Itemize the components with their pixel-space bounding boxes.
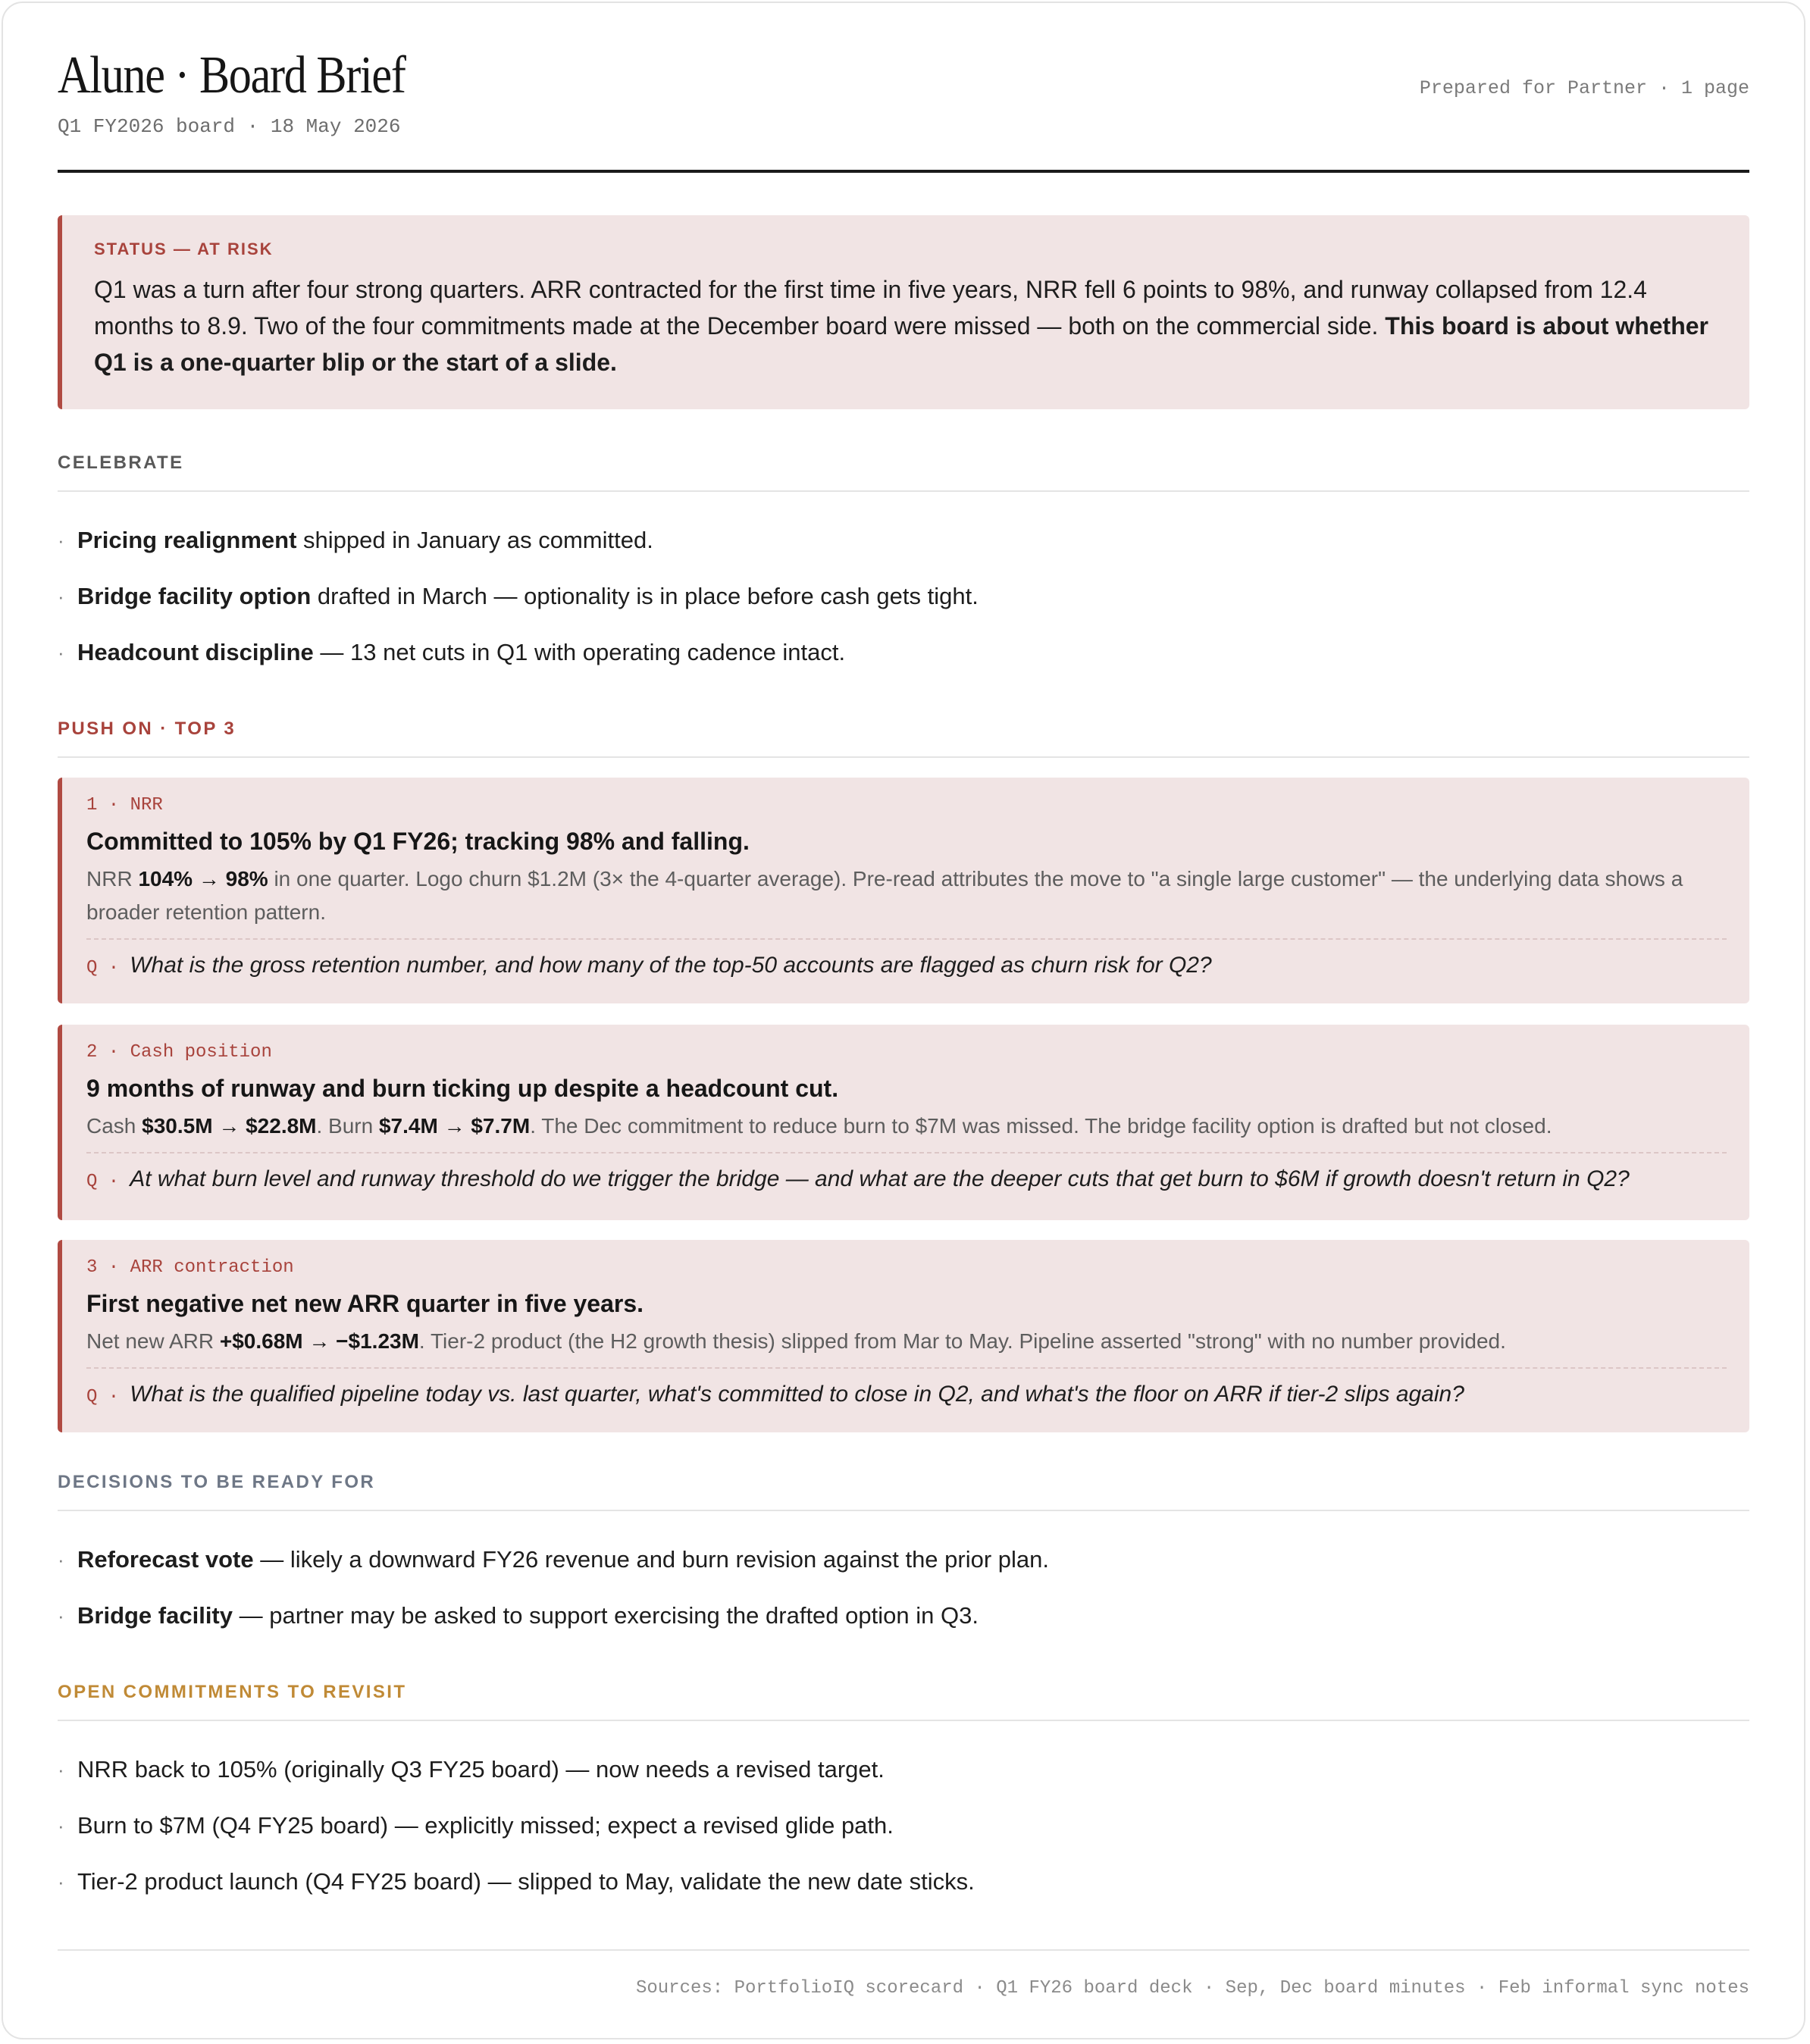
push-card-body-text: Cash: [86, 1114, 142, 1138]
page-content: [58, 3, 1749, 1999]
push-card-question: [86, 1367, 1727, 1413]
push-card: [58, 1025, 1749, 1220]
push-card-metric: $30.5M → $22.8M: [142, 1114, 317, 1138]
push-card-headline: Committed to 105% by Q1 FY26; tracking 98% and falling.: [86, 828, 750, 855]
push-card: [58, 778, 1749, 1003]
bullet-dot: ·: [58, 1548, 64, 1571]
push-card-body-text: . Tier-2 product (the H2 growth thesis) slipped from Mar to May. Pipeline asserted "strong" with no number provided.: [418, 1329, 1506, 1353]
bullet-dot: ·: [58, 641, 64, 664]
push-card-metric: 104% → 98%: [138, 867, 268, 891]
question-text: At what burn level and runway threshold do we trigger the bridge — and what are the deeper cuts that get burn to $6M if growth doesn't return in Q2?: [130, 1166, 1630, 1191]
push-card-question: [86, 1152, 1727, 1197]
bullet-dot: ·: [58, 1870, 64, 1893]
list-item-text: shipped in January as committed.: [296, 527, 653, 553]
push-card: [58, 1240, 1749, 1432]
status-summary: [94, 271, 1719, 380]
section-heading-open-commitments: OPEN COMMITMENTS TO REVISIT: [58, 1682, 1749, 1721]
list-item-text: — partner may be asked to support exercising the drafted option in Q3.: [233, 1602, 979, 1629]
list-item: [58, 512, 1749, 568]
push-card-body-text: NRR: [86, 867, 139, 891]
list-item-emphasis: Headcount discipline: [77, 639, 314, 665]
push-card-label: 2 · Cash position: [86, 1042, 272, 1063]
push-card-body-text: . Burn: [316, 1114, 379, 1138]
celebrate-list: [58, 512, 1749, 681]
bullet-dot: ·: [58, 1814, 64, 1837]
list-item-text: — 13 net cuts in Q1 with operating cadence intact.: [313, 639, 846, 665]
list-item-emphasis: Bridge facility option: [77, 583, 312, 609]
decisions-list: [58, 1532, 1749, 1644]
bullet-dot: ·: [58, 1758, 64, 1781]
push-card-headline: First negative net new ARR quarter in five years.: [86, 1290, 644, 1317]
section-heading-decisions: DECISIONS TO BE READY FOR: [58, 1472, 1749, 1511]
list-item-text: Tier-2 product launch (Q4 FY25 board) — slipped to May, validate the new date sticks.: [77, 1868, 975, 1895]
question-marker: Q ·: [86, 1172, 120, 1192]
bullet-dot: ·: [58, 585, 64, 608]
list-item: [58, 1854, 1749, 1910]
section-heading-push-on: PUSH ON · TOP 3: [58, 718, 1749, 758]
list-item: [58, 1798, 1749, 1854]
list-item-text: — likely a downward FY26 revenue and burn revision against the prior plan.: [253, 1546, 1050, 1573]
list-item-text: NRR back to 105% (originally Q3 FY25 board) — now needs a revised target.: [77, 1756, 885, 1783]
list-item-emphasis: Reforecast vote: [77, 1546, 254, 1573]
push-card-body: [86, 1110, 1727, 1143]
question-text: What is the qualified pipeline today vs. last quarter, what's committed to close in Q2, and what's the floor on ARR if tier-2 slips again?: [130, 1382, 1464, 1407]
list-item: [58, 624, 1749, 681]
status-callout: [58, 215, 1749, 409]
board-brief-page: [2, 2, 1805, 2039]
push-card-body: [86, 862, 1727, 929]
push-card-metric: +$0.68M → −$1.23M: [219, 1329, 419, 1353]
section-heading-celebrate: CELEBRATE: [58, 452, 1749, 492]
question-text: What is the gross retention number, and how many of the top-50 accounts are flagged as churn risk for Q2?: [130, 953, 1212, 978]
list-item-text: drafted in March — optionality is in place before cash gets tight.: [311, 583, 979, 609]
push-card-body-text: . The Dec commitment to reduce burn to $7M was missed. The bridge facility option is drafted but not closed.: [530, 1114, 1552, 1138]
list-item-emphasis: Pricing realignment: [77, 527, 297, 553]
brief-header: [58, 3, 1749, 173]
page-title: Alune · Board Brief: [58, 46, 406, 105]
list-item: [58, 1588, 1749, 1644]
push-card-metric: $7.4M → $7.7M: [378, 1114, 531, 1138]
open-commitments-list: [58, 1742, 1749, 1910]
question-marker: Q ·: [86, 958, 120, 978]
list-item: [58, 1742, 1749, 1798]
status-label: STATUS — AT RISK: [94, 239, 274, 258]
push-card-label: 3 · ARR contraction: [86, 1257, 294, 1278]
prepared-for-note: Prepared for Partner · 1 page: [1419, 77, 1749, 99]
list-item: [58, 568, 1749, 624]
list-item: [58, 1532, 1749, 1588]
sources-footer: Sources: PortfolioIQ scorecard · Q1 FY26 board deck · Sep, Dec board minutes · Feb informal sync notes: [58, 1949, 1749, 1999]
meeting-subtitle: Q1 FY2026 board · 18 May 2026: [58, 115, 401, 138]
status-text: Q1 was a turn after four strong quarters. ARR contracted for the first time in five years, NRR fell 6 points to 98%, and runway collapsed from 12.4 months to 8.9. Two of the four commitments made at the December board were missed — both on the commercial side.: [94, 276, 1647, 340]
push-card-headline: 9 months of runway and burn ticking up despite a headcount cut.: [86, 1075, 839, 1102]
list-item-emphasis: Bridge facility: [77, 1602, 233, 1629]
push-card-label: 1 · NRR: [86, 795, 163, 815]
list-item-text: Burn to $7M (Q4 FY25 board) — explicitly missed; expect a revised glide path.: [77, 1812, 894, 1839]
bullet-dot: ·: [58, 1604, 64, 1627]
question-marker: Q ·: [86, 1387, 120, 1407]
push-card-question: [86, 938, 1727, 984]
push-card-body-text: in one quarter. Logo churn $1.2M (3× the 4-quarter average). Pre-read attributes the move to "a single large customer" — the underlying data shows a broader retention pattern.: [86, 867, 1683, 924]
push-card-body-text: Net new ARR: [86, 1329, 220, 1353]
bullet-dot: ·: [58, 529, 64, 552]
status-emphasis: This board is about whether Q1 is a one-quarter blip or the start of a slide.: [94, 312, 1708, 376]
push-card-body: [86, 1325, 1727, 1358]
